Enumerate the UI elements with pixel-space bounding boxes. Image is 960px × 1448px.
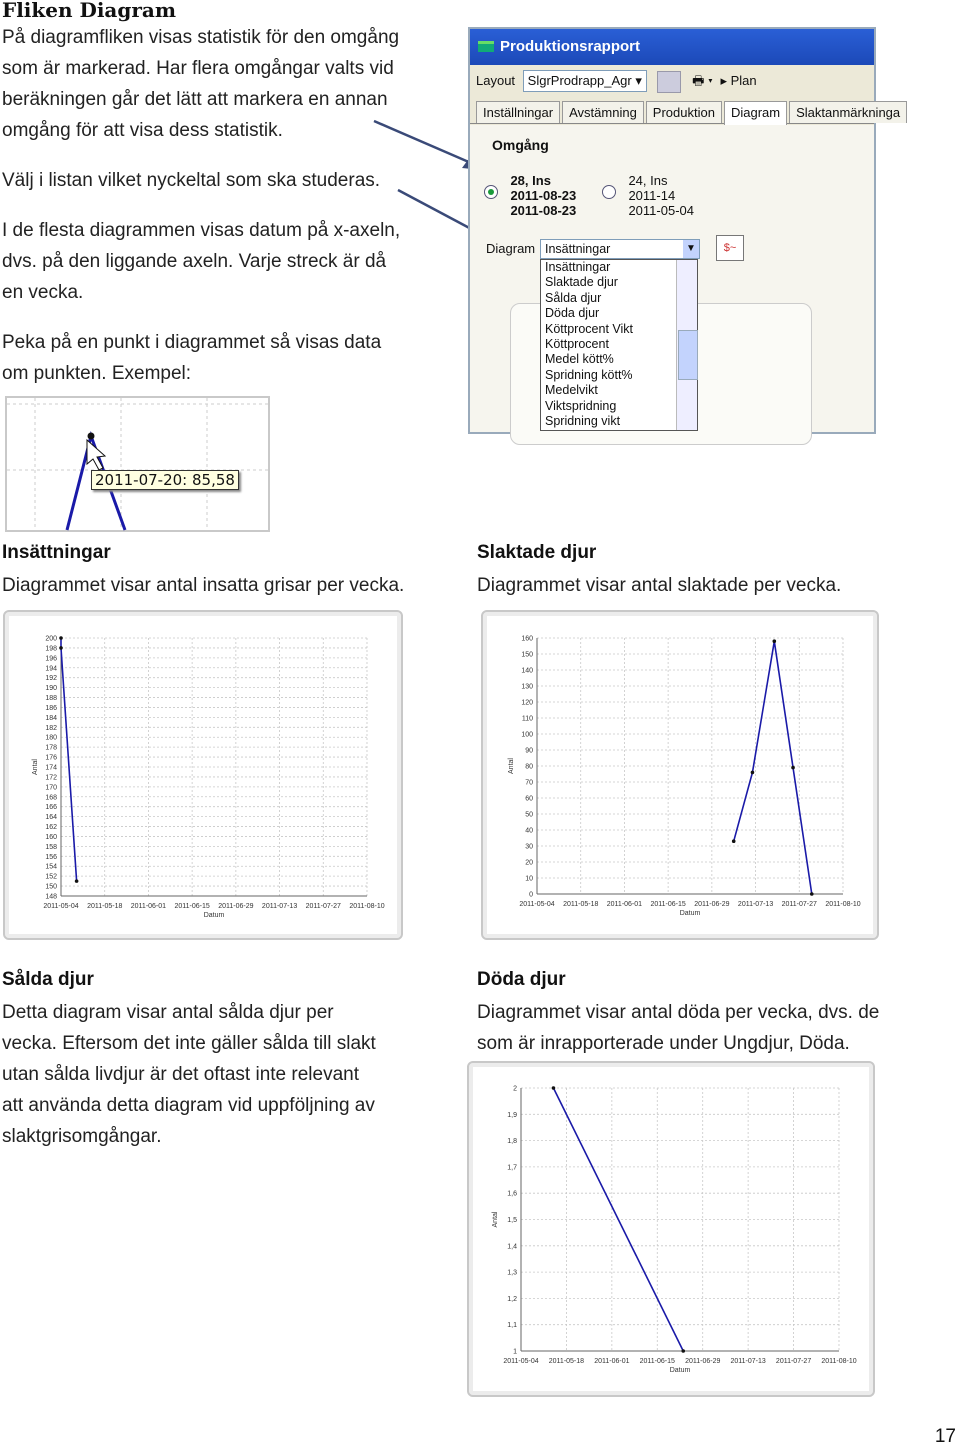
- data-point[interactable]: [810, 892, 814, 896]
- y-tick-label: 198: [45, 645, 57, 653]
- y-tick-label: 188: [45, 695, 57, 703]
- page-heading: Fliken Diagram: [2, 0, 177, 22]
- y-tick-label: 2: [513, 1085, 517, 1093]
- y-tick-label: 158: [45, 843, 57, 851]
- xaxis-line: en vecka.: [2, 282, 84, 303]
- y-tick-label: 150: [45, 883, 57, 891]
- x-tick-label: 2011-05-04: [43, 903, 79, 910]
- y-tick-label: 1: [513, 1348, 517, 1356]
- dropdown-item[interactable]: Medelvikt: [545, 383, 598, 398]
- dropdown-item[interactable]: Spridning vikt: [545, 414, 621, 429]
- x-tick-label: 2011-08-10: [821, 1358, 857, 1365]
- dropdown-item[interactable]: Köttprocent: [545, 337, 609, 352]
- diagram-select[interactable]: [540, 239, 700, 259]
- omgang-option-2[interactable]: [602, 173, 694, 220]
- x-axis-label: Datum: [669, 1367, 691, 1374]
- plan-button[interactable]: Plan: [730, 73, 757, 88]
- data-point[interactable]: [751, 771, 755, 775]
- dropdown-item[interactable]: Medel kött%: [545, 352, 614, 367]
- y-tick-label: 10: [525, 875, 533, 883]
- y-tick-label: 50: [525, 811, 533, 819]
- salda-line: Detta diagram visar antal sålda djur per: [2, 1002, 334, 1023]
- section-title-doda: Döda djur: [477, 969, 566, 990]
- x-tick-label: 2011-05-18: [87, 903, 123, 910]
- y-tick-label: 164: [45, 814, 57, 822]
- section-desc-doda: [477, 997, 947, 1059]
- doda-line: som är inrapporterade under Ungdjur, Döda.: [477, 1033, 850, 1054]
- y-tick-label: 90: [525, 747, 533, 755]
- y-tick-label: 196: [45, 655, 57, 663]
- tooltip-example-svg: [7, 398, 268, 530]
- salda-line: att använda detta diagram vid uppföljning av: [2, 1095, 375, 1116]
- tab-body: [470, 125, 874, 432]
- x-tick-label: 2011-06-15: [639, 1358, 675, 1365]
- section-desc-insattningar: Diagrammet visar antal insatta grisar per vecka.: [2, 575, 405, 596]
- y-tick-label: 80: [525, 763, 533, 771]
- chart-frame-slaktade: [481, 610, 879, 940]
- y-tick-label: 150: [521, 651, 533, 659]
- diagram-dropdown-list[interactable]: [540, 259, 698, 431]
- omgang-option-1-line: 28, Ins: [510, 173, 551, 188]
- data-point[interactable]: [59, 646, 63, 650]
- intro-line: omgång för att visa dess statistik.: [2, 120, 283, 141]
- dropdown-item[interactable]: Viktspridning: [545, 398, 617, 413]
- omgang-option-2-line: 2011-05-04: [628, 203, 694, 218]
- scrollbar-thumb[interactable]: [678, 330, 698, 380]
- x-tick-label: 2011-07-27: [775, 1358, 812, 1365]
- y-tick-label: 40: [525, 827, 533, 835]
- y-tick-label: 154: [45, 863, 57, 871]
- x-tick-label: 2011-06-01: [606, 901, 643, 908]
- y-tick-label: 1,3: [507, 1269, 517, 1277]
- hover-line: om punkten. Exempel:: [2, 363, 192, 384]
- y-tick-label: 1,4: [507, 1243, 517, 1251]
- y-tick-label: 110: [521, 715, 533, 723]
- series-line: [61, 638, 77, 881]
- toolbar: [470, 65, 874, 97]
- x-tick-label: 2011-07-13: [737, 901, 774, 908]
- omgang-label: Omgång: [492, 137, 549, 153]
- intro-line: beräkningen går det lätt att markera en annan: [2, 89, 388, 110]
- x-tick-label: 2011-05-04: [503, 1358, 539, 1365]
- y-tick-label: 70: [525, 779, 533, 787]
- omgang-option-1-line: 2011-08-23: [510, 188, 577, 203]
- y-tick-label: 120: [521, 699, 533, 707]
- y-tick-label: 178: [45, 744, 57, 752]
- xaxis-line: dvs. på den liggande axeln. Varje streck är då: [2, 251, 387, 272]
- x-tick-label: 2011-06-29: [685, 1358, 721, 1365]
- y-tick-label: 152: [45, 873, 57, 881]
- x-tick-label: 2011-07-13: [261, 903, 298, 910]
- omgang-option-1-line: 2011-08-23: [510, 203, 577, 218]
- y-tick-label: 168: [45, 794, 57, 802]
- y-tick-label: 130: [521, 683, 533, 691]
- salda-line: utan sålda livdjur är det oftast inte relevant: [2, 1064, 359, 1085]
- series-line: [734, 641, 812, 894]
- chart-insattningar: [5, 612, 401, 938]
- y-tick-label: 148: [45, 893, 57, 901]
- tooltip-box: 2011-07-20: 85,58: [91, 470, 239, 490]
- hover-line: Peka på en punkt i diagrammet så visas data: [2, 332, 382, 353]
- chevron-down-icon[interactable]: ▼: [683, 240, 699, 258]
- data-point[interactable]: [732, 839, 736, 843]
- dropdown-scrollbar[interactable]: [676, 260, 697, 430]
- y-axis-label: Antal: [508, 758, 515, 774]
- y-tick-label: 186: [45, 704, 57, 712]
- tab-produktion[interactable]: Produktion: [646, 101, 722, 123]
- x-axis-label: Datum: [679, 910, 701, 917]
- y-tick-label: 1,8: [507, 1138, 517, 1146]
- x-tick-label: 2011-06-15: [650, 901, 686, 908]
- radio-unselected[interactable]: [602, 185, 616, 199]
- x-tick-label: 2011-07-27: [305, 903, 341, 910]
- dropdown-item[interactable]: Slaktade djur: [545, 275, 618, 290]
- tab-installningar[interactable]: Inställningar: [476, 101, 560, 123]
- y-tick-label: 162: [45, 824, 57, 832]
- x-tick-label: 2011-05-18: [548, 1358, 585, 1365]
- y-axis-label: Antal: [32, 759, 39, 775]
- radio-selected[interactable]: [484, 185, 498, 199]
- y-tick-label: 192: [45, 675, 57, 683]
- y-tick-label: 176: [45, 754, 57, 762]
- salda-line: slaktgrisomgångar.: [2, 1126, 162, 1147]
- xaxis-line: I de flesta diagrammen visas datum på x-axeln,: [2, 220, 401, 241]
- chart-doda: [469, 1063, 873, 1395]
- x-tick-label: 2011-06-29: [218, 903, 254, 910]
- y-tick-label: 180: [45, 734, 57, 742]
- layout-select[interactable]: SlgrProdrapp_Agr ▾: [523, 70, 647, 92]
- x-tick-label: 2011-07-13: [730, 1358, 766, 1365]
- hover-paragraph: [2, 327, 452, 389]
- y-tick-label: 100: [521, 731, 533, 739]
- example-data-point[interactable]: [88, 433, 95, 440]
- dropdown-item[interactable]: Insättningar: [545, 260, 611, 274]
- x-axis-label: Datum: [203, 912, 225, 919]
- chart-frame-doda: [467, 1061, 875, 1397]
- data-point[interactable]: [552, 1086, 556, 1090]
- y-tick-label: 166: [45, 804, 57, 812]
- x-tick-label: 2011-06-01: [594, 1358, 630, 1365]
- data-point[interactable]: [791, 766, 795, 770]
- y-tick-label: 1,9: [507, 1111, 517, 1119]
- x-tick-label: 2011-06-29: [694, 901, 730, 908]
- y-tick-label: 184: [45, 714, 57, 722]
- y-tick-label: 20: [525, 859, 533, 867]
- chart-slaktade: [483, 612, 877, 938]
- section-title-insattningar: Insättningar: [2, 542, 111, 563]
- plan-arrow-icon: ▸: [720, 73, 727, 88]
- x-tick-label: 2011-08-10: [349, 903, 385, 910]
- window-titlebar: [470, 29, 874, 65]
- layout-select-value: SlgrProdrapp_Agr: [527, 73, 632, 88]
- y-tick-label: 174: [45, 764, 57, 772]
- y-tick-label: 1,2: [507, 1295, 517, 1303]
- y-tick-label: 1,6: [507, 1190, 517, 1198]
- app-logo-icon: [478, 41, 494, 52]
- x-tick-label: 2011-05-18: [563, 901, 599, 908]
- intro-line: som är markerad. Har flera omgångar valts vid: [2, 58, 394, 79]
- omgang-option-2-line: 24, Ins: [628, 173, 668, 188]
- section-title-salda: Sålda djur: [2, 969, 94, 990]
- data-point[interactable]: [75, 879, 79, 883]
- y-axis-label: Antal: [492, 1211, 499, 1228]
- x-tick-label: 2011-08-10: [825, 901, 861, 908]
- dropdown-item[interactable]: Spridning kött%: [545, 367, 633, 382]
- save-layout-icon[interactable]: [657, 71, 681, 93]
- section-desc-slaktade: Diagrammet visar antal slaktade per vecka.: [477, 575, 842, 596]
- tab-avstamning[interactable]: Avstämning: [562, 101, 644, 123]
- y-tick-label: 0: [529, 891, 533, 899]
- data-point[interactable]: [773, 639, 777, 643]
- layout-label: Layout: [476, 73, 516, 88]
- chart-frame-insattningar: [3, 610, 403, 940]
- omgang-option-2-line: 2011-14: [628, 188, 676, 203]
- arrow-to-omgang: [374, 121, 478, 166]
- series-line: [553, 1088, 683, 1351]
- window-title: Produktionsrapport: [500, 38, 641, 55]
- y-tick-label: 1,7: [507, 1164, 517, 1172]
- y-tick-label: 182: [45, 724, 57, 732]
- tooltip-example-panel: [5, 396, 270, 532]
- data-point[interactable]: [681, 1349, 685, 1353]
- y-tick-label: 30: [525, 843, 533, 851]
- y-tick-label: 194: [45, 665, 57, 673]
- y-tick-label: 160: [521, 635, 533, 643]
- y-tick-label: 1,1: [507, 1322, 517, 1330]
- tab-bar: [470, 97, 901, 124]
- x-tick-label: 2011-07-27: [781, 901, 817, 908]
- printer-icon[interactable]: 🖶 ▾: [692, 73, 713, 88]
- diagram-select-value: Insättningar: [545, 242, 611, 256]
- y-tick-label: 1,5: [507, 1217, 517, 1224]
- tab-diagram[interactable]: Diagram: [724, 101, 787, 127]
- y-tick-label: 140: [521, 667, 533, 675]
- app-window-screenshot: [468, 27, 901, 434]
- y-tick-label: 60: [525, 795, 533, 803]
- x-tick-label: 2011-05-04: [519, 901, 555, 908]
- y-tick-label: 172: [45, 774, 57, 782]
- x-tick-label: 2011-06-01: [130, 903, 167, 910]
- y-tick-label: 190: [45, 685, 57, 693]
- chart-settings-icon[interactable]: $~: [716, 235, 744, 261]
- intro-line: På diagramfliken visas statistik för den omgång: [2, 27, 400, 48]
- data-point[interactable]: [59, 636, 63, 640]
- omgang-option-1-text: [510, 173, 576, 218]
- omgang-option-1[interactable]: [484, 173, 576, 220]
- y-tick-label: 160: [45, 833, 57, 841]
- dropdown-item[interactable]: Sålda djur: [545, 290, 602, 305]
- dropdown-item[interactable]: Döda djur: [545, 306, 600, 321]
- tab-slaktanmarkningar[interactable]: Slaktanmärkninga: [789, 101, 907, 123]
- y-tick-label: 170: [45, 784, 57, 792]
- section-desc-salda: [2, 997, 452, 1152]
- doda-line: Diagrammet visar antal döda per vecka, dvs. de: [477, 1002, 880, 1023]
- x-tick-label: 2011-06-15: [174, 903, 210, 910]
- y-tick-label: 200: [45, 635, 57, 643]
- omgang-option-2-text: [628, 173, 694, 218]
- diagram-label: Diagram: [486, 241, 536, 256]
- section-title-slaktade: Slaktade djur: [477, 542, 597, 563]
- y-tick-label: 156: [45, 853, 57, 861]
- select-instruction: Välj i listan vilket nyckeltal som ska studeras.: [2, 170, 381, 191]
- salda-line: vecka. Eftersom det inte gäller sålda till slakt: [2, 1033, 376, 1054]
- page-number: 17: [934, 1426, 956, 1447]
- dropdown-item[interactable]: Köttprocent Vikt: [545, 321, 634, 336]
